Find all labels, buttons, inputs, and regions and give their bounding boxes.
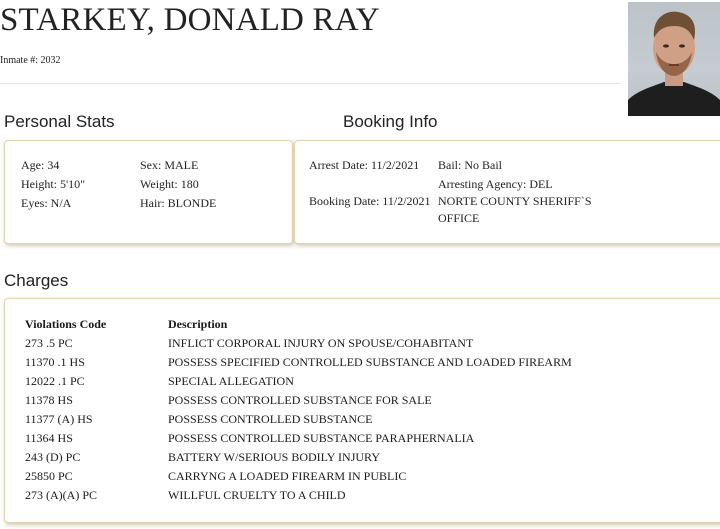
- charge-code: 11364 HS: [25, 431, 73, 445]
- charge-description: POSSESS CONTROLLED SUBSTANCE PARAPHERNALIA: [168, 431, 475, 445]
- booking-info-title: Booking Info: [343, 112, 438, 131]
- charge-row: [5, 469, 705, 488]
- charge-description: POSSESS CONTROLLED SUBSTANCE FOR SALE: [168, 393, 432, 407]
- stat-age: Age: 34: [21, 158, 60, 172]
- charge-description: POSSESS CONTROLLED SUBSTANCE: [168, 412, 373, 426]
- charge-code: 12022 .1 PC: [25, 374, 85, 388]
- personal-stats-title: Personal Stats: [4, 112, 115, 131]
- inmate-name: STARKEY, DONALD RAY: [0, 2, 380, 38]
- charge-code: 11377 (A) HS: [25, 412, 93, 426]
- booking-date: Booking Date: 11/2/2021: [309, 194, 431, 208]
- charge-description: SPECIAL ALLEGATION: [168, 374, 294, 388]
- charge-row: [5, 336, 705, 355]
- charge-row: [5, 431, 705, 450]
- charge-row: [5, 393, 705, 412]
- charges-header-row: [5, 317, 705, 336]
- stat-height: Height: 5'10": [21, 177, 86, 191]
- charge-description: POSSESS SPECIFIED CONTROLLED SUBSTANCE AND LOADED FIREARM: [168, 355, 572, 369]
- stat-weight: Weight: 180: [140, 177, 199, 191]
- charge-row: [5, 488, 705, 507]
- charge-code: 273 .5 PC: [25, 336, 73, 350]
- bail: Bail: No Bail: [438, 158, 502, 172]
- inmate-number-value: 2032: [40, 55, 61, 66]
- charge-code: 273 (A)(A) PC: [25, 488, 97, 502]
- charge-description: INFLICT CORPORAL INJURY ON SPOUSE/COHABITANT: [168, 336, 474, 350]
- charge-row: [5, 412, 705, 431]
- charge-code: 25850 PC: [25, 469, 73, 483]
- charge-description: BATTERY W/SERIOUS BODILY INJURY: [168, 450, 381, 464]
- charge-code: 243 (D) PC: [25, 450, 81, 464]
- col-violations-code: Violations Code: [25, 317, 107, 331]
- booking-info-card: [294, 140, 720, 244]
- arresting-agency-line2: NORTE COUNTY SHERIFF`S: [438, 194, 592, 208]
- charge-description: WILLFUL CRUELTY TO A CHILD: [168, 488, 346, 502]
- header-divider: [0, 83, 620, 84]
- charge-code: 11370 .1 HS: [25, 355, 85, 369]
- charges-card: [4, 298, 720, 523]
- col-description: Description: [168, 317, 228, 331]
- stat-hair: Hair: BLONDE: [140, 196, 217, 210]
- stat-sex: Sex: MALE: [140, 158, 199, 172]
- charge-code: 11378 HS: [25, 393, 73, 407]
- mugshot-photo: [628, 2, 720, 116]
- charge-row: [5, 374, 705, 393]
- inmate-number-label: Inmate #:: [0, 55, 39, 66]
- charges-title: Charges: [4, 271, 69, 290]
- charge-row: [5, 355, 705, 374]
- arrest-date: Arrest Date: 11/2/2021: [309, 158, 420, 172]
- charge-description: CARRYNG A LOADED FIREARM IN PUBLIC: [168, 469, 407, 483]
- charge-row: [5, 450, 705, 469]
- stat-eyes: Eyes: N/A: [21, 196, 72, 210]
- personal-stats-card: [4, 140, 293, 244]
- arresting-agency: Arresting Agency: DEL: [438, 177, 553, 191]
- inmate-number: [0, 55, 61, 66]
- arresting-agency-line3: OFFICE: [438, 211, 480, 225]
- mugshot-icon: [628, 2, 720, 116]
